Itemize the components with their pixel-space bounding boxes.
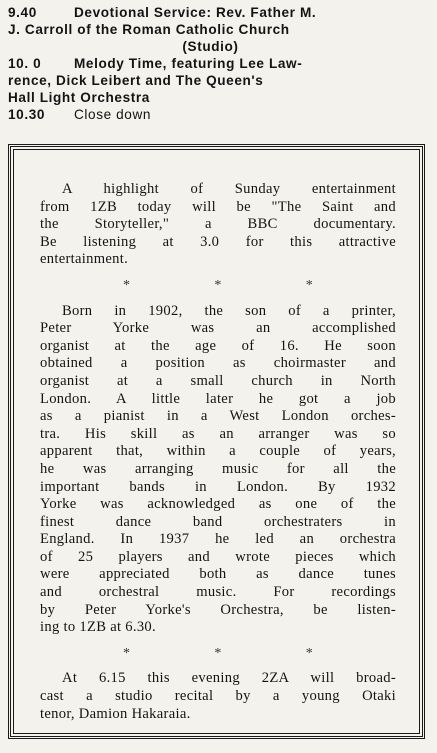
article-paragraph-1 <box>40 181 396 269</box>
schedule-line: Close down <box>74 107 152 122</box>
schedule-entry <box>8 4 433 21</box>
schedule-program <box>74 106 433 123</box>
schedule-note: (Studio) <box>182 39 239 54</box>
text-line: as a pianist in a West London orches- <box>40 408 396 425</box>
text-line: apparent that, within a couple of years, <box>40 443 396 460</box>
schedule-program <box>8 21 433 55</box>
schedule-time: 10.30 <box>8 107 46 122</box>
star-divider <box>123 645 313 663</box>
text-line: were appreciated both as dance tunes <box>40 566 396 583</box>
text-line: Born in 1902, the son of a printer, <box>62 302 396 319</box>
schedule-entry-continued <box>8 21 433 55</box>
text-line: he was arranging music for all the <box>40 460 396 477</box>
text-line: A highlight of Sunday entertainment <box>62 181 396 197</box>
schedule-entry-continued <box>8 72 433 106</box>
text-line: cast a studio recital by a young Otaki <box>40 688 396 705</box>
star-glyph: * <box>123 645 131 661</box>
text-line: finest dance band orchestraters in <box>40 513 396 530</box>
star-glyph: * <box>123 277 131 293</box>
text-line: tra. His skill as an arranger was so <box>40 425 396 442</box>
text-line: At 6.15 this evening 2ZA will broad- <box>62 670 396 687</box>
text-line: from 1ZB today will be "The Saint and <box>40 198 396 215</box>
schedule-line: rence, Dick Leibert and The Queen's <box>8 73 264 88</box>
star-glyph: * <box>214 277 222 293</box>
schedule-line: J. Carroll of the Roman Catholic Church <box>8 22 290 37</box>
text-line: England. In 1937 he led an orchestra <box>40 531 396 548</box>
schedule-time: 9.40 <box>8 5 37 20</box>
text-line: ing to 1ZB at 6.30. <box>40 619 156 636</box>
text-line: organist at a small church in North <box>40 372 396 389</box>
text-line: obtained a position as choirmaster and <box>40 355 396 372</box>
schedule-program <box>74 4 433 21</box>
text-line: organist at the age of 16. He soon <box>40 337 396 354</box>
article-paragraph-3 <box>40 670 396 723</box>
star-glyph: * <box>214 645 222 661</box>
schedule-time: 10. 0 <box>8 56 42 71</box>
schedule-line: Devotional Service: Rev. Father M. <box>74 5 317 20</box>
star-glyph: * <box>305 645 313 661</box>
text-line: important bands in London. By 1932 <box>40 478 396 495</box>
text-line: entertainment. <box>40 251 129 268</box>
article-paragraph-2 <box>40 303 396 637</box>
text-line: tenor, Damion Hakaraia. <box>40 705 191 722</box>
text-line: Yorke was acknowledged as one of the <box>40 496 396 513</box>
text-line: and orchestral music. For recordings <box>40 584 396 601</box>
text-line: Be listening at 3.0 for this attractive <box>40 233 396 250</box>
article-text <box>40 181 396 723</box>
star-glyph: * <box>305 277 313 293</box>
text-line: London. A little later he got a job <box>40 390 396 407</box>
program-schedule <box>8 4 433 123</box>
schedule-entry <box>8 106 433 123</box>
schedule-line: Melody Time, featuring Lee Law- <box>74 56 303 71</box>
text-line: the Storyteller," a BBC documentary. <box>40 216 396 233</box>
star-divider <box>123 277 313 295</box>
schedule-line: Hall Light Orchestra <box>8 90 150 105</box>
text-line: of 25 players and wrote pieces which <box>40 548 396 565</box>
schedule-program <box>8 72 433 106</box>
schedule-entry <box>8 55 433 72</box>
text-line: Peter Yorke was an accomplished <box>40 320 396 337</box>
schedule-program <box>74 55 433 72</box>
text-line: by Peter Yorke's Orchestra, be listen- <box>40 601 396 618</box>
